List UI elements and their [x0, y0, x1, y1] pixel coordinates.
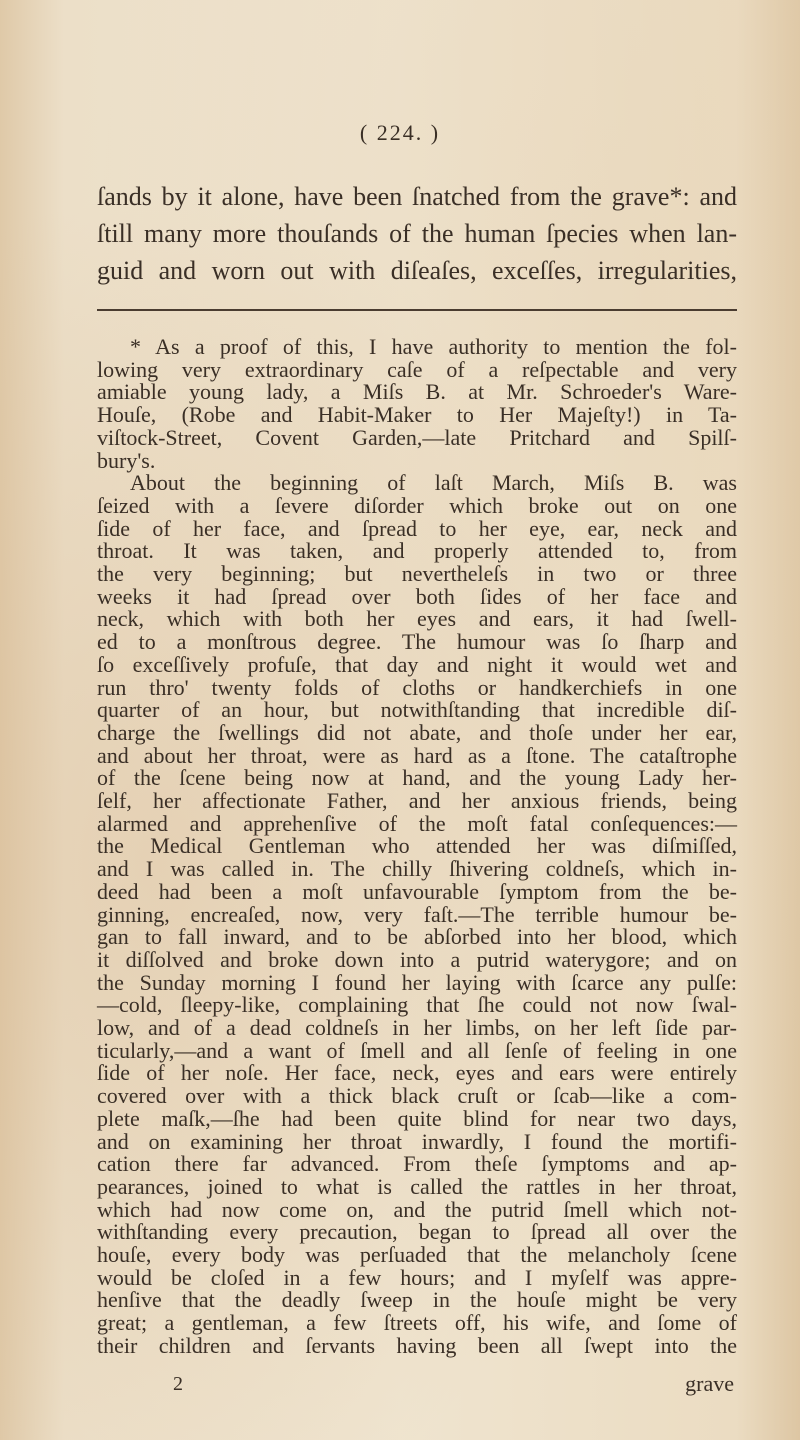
footnote-line: Houſe, (Robe and Habit-Maker to Her Majeſty!) in Ta-	[97, 402, 737, 428]
footnote-line: ginning, encreaſed, now, very faſt.—The terrible humour be-	[97, 901, 737, 927]
footnote-line: ſeized with a ſevere diſorder which broke out on one	[97, 492, 737, 518]
footnote-line: viſtock-Street, Covent Garden,—late Pritchard and Spilſ-	[97, 424, 737, 450]
footnote-line: ticularly,—and a want of ſmell and all ſenſe of feeling in one	[97, 1037, 737, 1063]
footnote-line: the Sunday morning I found her laying with ſcarce any pulſe:	[97, 969, 737, 995]
footnote-line: deed had been a moſt unfavourable ſymptom from the be-	[97, 878, 737, 904]
footnote-line: henſive that the deadly ſweep in the houſe might be very	[97, 1287, 737, 1313]
footnote-line: ſide of her face, and ſpread to her eye, ear, neck and	[97, 515, 737, 541]
footnote-line: cation there far advanced. From theſe ſymptoms and ap-	[97, 1151, 737, 1177]
footnote-line: and about her throat, were as hard as a ſtone. The cataſtrophe	[97, 742, 737, 768]
footnote-line: of the ſcene being now at hand, and the young Lady her-	[97, 765, 737, 791]
footnote-line: it diſſolved and broke down into a putrid waterygore; and on	[97, 946, 737, 972]
footnote-line: quarter of an hour, but notwithſtanding that incredible diſ-	[97, 697, 737, 723]
footnote-line: throat. It was taken, and properly attended to, from	[97, 538, 737, 564]
footnote-line: bury's.	[97, 447, 156, 473]
footnote-line: low, and of a dead coldneſs in her limbs, on her left ſide par-	[97, 1015, 737, 1040]
footnote-line: lowing very extraordinary caſe of a reſpectable and very	[97, 356, 737, 382]
footnote-line: ed to a monſtrous degree. The humour was ſo ſharp and	[97, 629, 737, 655]
footnote-line: alarmed and apprehenſive of the moſt fatal conſequences:—	[97, 810, 737, 836]
page-number: ( 224. )	[359, 120, 441, 145]
catchword: grave	[685, 1371, 734, 1396]
footnote-line: gan to fall inward, and to be abſorbed into her blood, which	[97, 924, 737, 950]
footnote-line: neck, which with both her eyes and ears, it had ſwell-	[97, 606, 737, 632]
footnote-line: charge the ſwellings did not abate, and thoſe under her ear,	[97, 719, 737, 745]
signature-mark: 2	[173, 1373, 183, 1395]
footnote-line: weeks it had ſpread over both ſides of her face and	[97, 583, 737, 609]
footnote-line: the Medical Gentleman who attended her was diſmiſſed,	[97, 833, 737, 859]
footnote-line: covered over with a thick black cruſt or ſcab—like a com-	[97, 1083, 737, 1109]
footnote-line: plete maſk,—ſhe had been quite blind for near two days,	[97, 1105, 737, 1131]
footnote-line: ſo exceſſively profuſe, that day and night it would wet and	[97, 651, 737, 677]
footnote-line: * As a proof of this, I have authority to mention the fol-	[130, 334, 737, 359]
footnote-line: withſtanding every precaution, began to ſpread all over the	[97, 1219, 737, 1245]
footnote-line: ſide of her noſe. Her face, neck, eyes and ears were entirely	[97, 1060, 737, 1086]
footnote-line: About the beginning of laſt March, Miſs B. was	[130, 470, 737, 496]
footnote-line: and on examining her throat inwardly, I found the mortifi-	[97, 1128, 737, 1154]
footnote-line: the very beginning; but nevertheleſs in two or three	[97, 561, 737, 586]
footnote-line: their children and ſervants having been all ſwept into the	[97, 1332, 737, 1358]
footnote-line: pearances, joined to what is called the rattles in her throat,	[97, 1173, 737, 1199]
text-line: ſtill many more thouſands of the human ſpecies when lan-	[97, 219, 737, 248]
footnote-line: ſelf, her affectionate Father, and her anxious friends, being	[97, 788, 737, 813]
footnote-line: which had now come on, and the putrid ſmell which not-	[97, 1196, 737, 1222]
footnote-line: amiable young lady, a Miſs B. at Mr. Schroeder's Ware-	[97, 379, 737, 405]
text-line: guid and worn out with diſeaſes, exceſſes, irregularities,	[97, 256, 737, 285]
footnote-line: houſe, every body was perſuaded that the melancholy ſcene	[97, 1242, 737, 1267]
footnote-line: and I was called in. The chilly ſhivering coldneſs, which in-	[97, 856, 737, 882]
footnote-line: run thro' twenty folds of cloths or handkerchiefs in one	[97, 674, 737, 700]
footnote-rule	[97, 309, 737, 311]
footnote-line: great; a gentleman, a few ſtreets off, his wife, and ſome of	[97, 1310, 737, 1336]
text-line: ſands by it alone, have been ſnatched from the grave*: and	[97, 182, 737, 211]
footnote-line: —cold, ſleepy-like, complaining that ſhe could not now ſwal-	[97, 992, 737, 1018]
footnote-line: would be cloſed in a few hours; and I myſelf was appre-	[97, 1264, 737, 1290]
